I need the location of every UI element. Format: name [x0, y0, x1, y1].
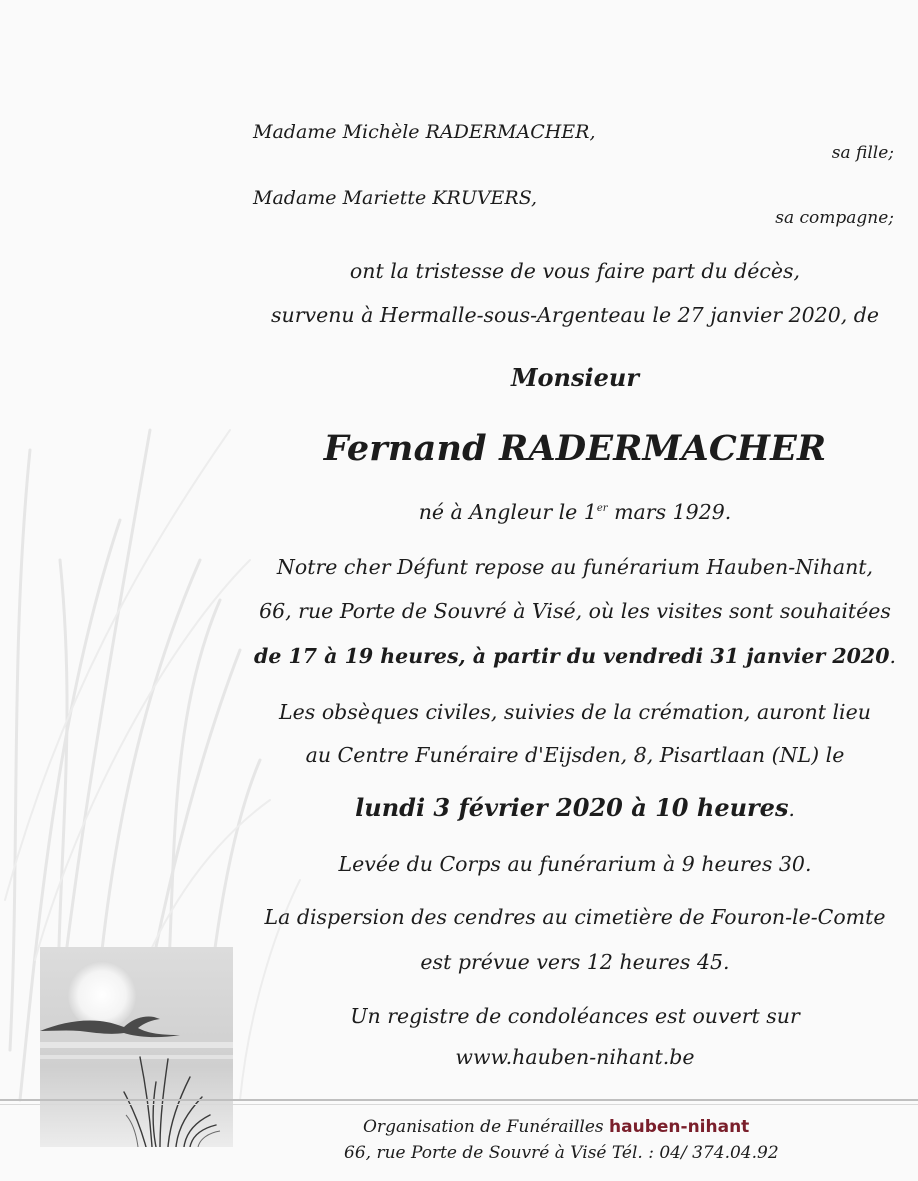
footer-divider: [0, 1099, 918, 1101]
dispersion-line: est prévue vers 12 heures 45.: [420, 950, 730, 974]
visitation-hours-bold: de 17 à 19 heures, à partir du vendredi 31 janvier 2020: [253, 644, 890, 668]
birth-prefix: né à Angleur le 1: [418, 500, 597, 524]
deceased-name: Fernand RADERMACHER: [323, 428, 827, 469]
footer-address: 66, rue Porte de Souvré à Visé Tél. : 04/ 374.04.92: [344, 1143, 779, 1163]
register-line: Un registre de condoléances est ouvert sur: [350, 1004, 800, 1028]
visitation-hours: [230, 644, 918, 668]
deceased-title: Monsieur: [510, 363, 639, 392]
ceremony-line: au Centre Funéraire d'Eijsden, 8, Pisartlaan (NL) le: [305, 743, 845, 767]
birth-info: [230, 500, 918, 524]
brand-logo-text: hauben-nihant: [609, 1117, 750, 1137]
visitation-hours-end: .: [889, 644, 896, 668]
footer-organisation: [363, 1117, 749, 1137]
ceremony-date-bold: lundi 3 février 2020 à 10 heures: [355, 793, 789, 822]
family-member-relation: sa compagne;: [775, 208, 894, 228]
family-member-name: Madame Michèle RADERMACHER,: [253, 121, 596, 143]
dispersion-line: La dispersion des cendres au cimetière de Fouron-le-Comte: [264, 905, 886, 929]
footer-divider: [0, 1104, 918, 1105]
announcement-line: survenu à Hermalle-sous-Argenteau le 27 janvier 2020, de: [270, 303, 880, 327]
footer-org-prefix: Organisation de Funérailles: [363, 1117, 610, 1137]
family-member-name: Madame Mariette KRUVERS,: [253, 187, 538, 209]
ceremony-date-end: .: [788, 797, 795, 821]
visitation-line: 66, rue Porte de Souvré à Visé, où les visites sont souhaitées: [259, 599, 891, 623]
bird-reeds-vignette: [40, 947, 233, 1147]
family-member-relation: sa fille;: [831, 143, 894, 163]
register-url: www.hauben-nihant.be: [455, 1045, 695, 1069]
announcement-line: ont la tristesse de vous faire part du décès,: [349, 259, 801, 283]
levee-line: Levée du Corps au funérarium à 9 heures 30.: [338, 852, 812, 876]
ceremony-date: [230, 793, 918, 822]
birth-ordinal: er: [596, 503, 608, 515]
ceremony-line: Les obsèques civiles, suivies de la crémation, auront lieu: [279, 700, 871, 724]
visitation-line: Notre cher Défunt repose au funérarium Hauben-Nihant,: [276, 555, 874, 579]
birth-suffix: mars 1929.: [607, 500, 732, 524]
